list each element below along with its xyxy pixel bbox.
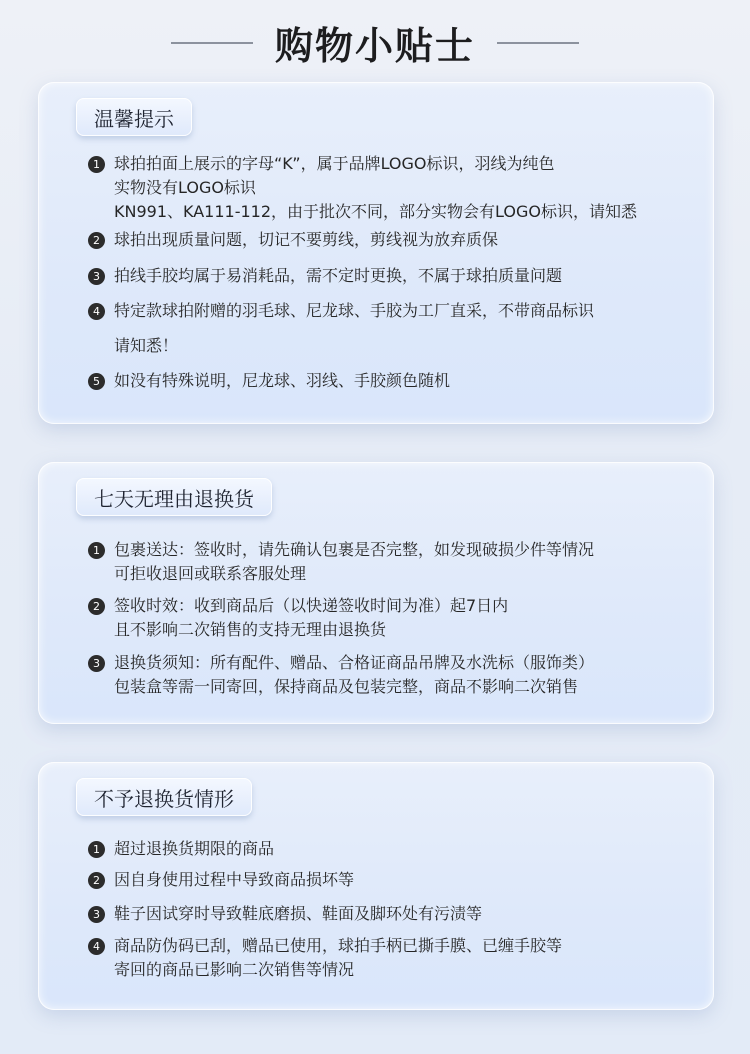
number-badge-icon: 3 (88, 906, 105, 923)
tips-item-1-line-2: 实物没有LOGO标识 (114, 178, 256, 197)
tips-item-1-line-1: 球拍拍面上展示的字母“K”，属于品牌LOGO标识，羽线为纯色 (114, 154, 555, 173)
number-badge-icon: 3 (88, 655, 105, 672)
tips-item-1 (88, 152, 637, 224)
returns-item-2-line-2: 且不影响二次销售的支持无理由退换货 (114, 620, 387, 639)
returns-item-1-line-2: 可拒收退回或联系客服处理 (114, 564, 307, 583)
no-returns-item-4-line-2: 寄回的商品已影响二次销售等情况 (114, 960, 355, 979)
header-right-divider (497, 42, 579, 44)
no-returns-item-2-line-1: 因自身使用过程中导致商品损坏等 (114, 870, 355, 889)
number-badge-icon: 2 (88, 872, 105, 889)
no-returns-item-1 (88, 837, 274, 861)
tips-item-4-line-2: 请知悉！ (114, 336, 179, 355)
header-left-divider (171, 42, 253, 44)
number-badge-icon: 2 (88, 232, 105, 249)
no-returns-item-4 (88, 934, 562, 982)
tips-card (38, 82, 714, 424)
tips-item-3-line-1: 拍线手胶均属于易消耗品，需不定时更换，不属于球拍质量问题 (114, 266, 563, 285)
tips-item-5-line-1: 如没有特殊说明，尼龙球、羽线、手胶颜色随机 (114, 371, 451, 390)
page-header (0, 0, 750, 85)
tips-item-4-line-1: 特定款球拍附赠的羽毛球、尼龙球、手胶为工厂直采，不带商品标识 (114, 301, 595, 320)
returns-card (38, 462, 714, 724)
page-title: 购物小贴士 (274, 24, 475, 68)
tips-item-1-line-3: KN991、KA111-112，由于批次不同，部分实物会有LOGO标识，请知悉 (114, 202, 637, 221)
no-returns-item-3 (88, 902, 482, 926)
returns-item-2 (88, 594, 508, 642)
number-badge-icon: 4 (88, 938, 105, 955)
tips-item-4 (88, 299, 594, 358)
number-badge-icon: 1 (88, 841, 105, 858)
returns-item-2-line-1: 签收时效：收到商品后（以快递签收时间为准）起7日内 (114, 596, 509, 615)
number-badge-icon: 1 (88, 156, 105, 173)
no-returns-item-2 (88, 868, 354, 892)
returns-item-3 (88, 651, 594, 699)
number-badge-icon: 4 (88, 303, 105, 320)
no-returns-item-1-line-1: 超过退换货期限的商品 (114, 839, 275, 858)
tips-item-2 (88, 228, 498, 252)
tips-item-2-line-1: 球拍出现质量问题，切记不要剪线，剪线视为放弃质保 (114, 230, 499, 249)
number-badge-icon: 1 (88, 542, 105, 559)
tips-item-3 (88, 264, 562, 288)
no-returns-card-label: 不予退换货情形 (76, 778, 252, 816)
returns-item-1 (88, 538, 594, 586)
returns-item-3-line-1: 退换货须知：所有配件、赠品、合格证商品吊牌及水洗标（服饰类） (114, 653, 595, 672)
returns-item-3-line-2: 包装盒等需一同寄回，保持商品及包装完整，商品不影响二次销售 (114, 677, 579, 696)
tips-card-label: 温馨提示 (76, 98, 192, 136)
number-badge-icon: 3 (88, 268, 105, 285)
number-badge-icon: 2 (88, 598, 105, 615)
no-returns-item-3-line-1: 鞋子因试穿时导致鞋底磨损、鞋面及脚环处有污渍等 (114, 904, 483, 923)
no-returns-item-4-line-1: 商品防伪码已刮，赠品已使用，球拍手柄已撕手膜、已缠手胶等 (114, 936, 563, 955)
returns-item-1-line-1: 包裹送达：签收时，请先确认包裹是否完整，如发现破损少件等情况 (114, 540, 595, 559)
returns-card-label: 七天无理由退换货 (76, 478, 272, 516)
tips-item-5 (88, 369, 450, 393)
no-returns-card (38, 762, 714, 1010)
number-badge-icon: 5 (88, 373, 105, 390)
